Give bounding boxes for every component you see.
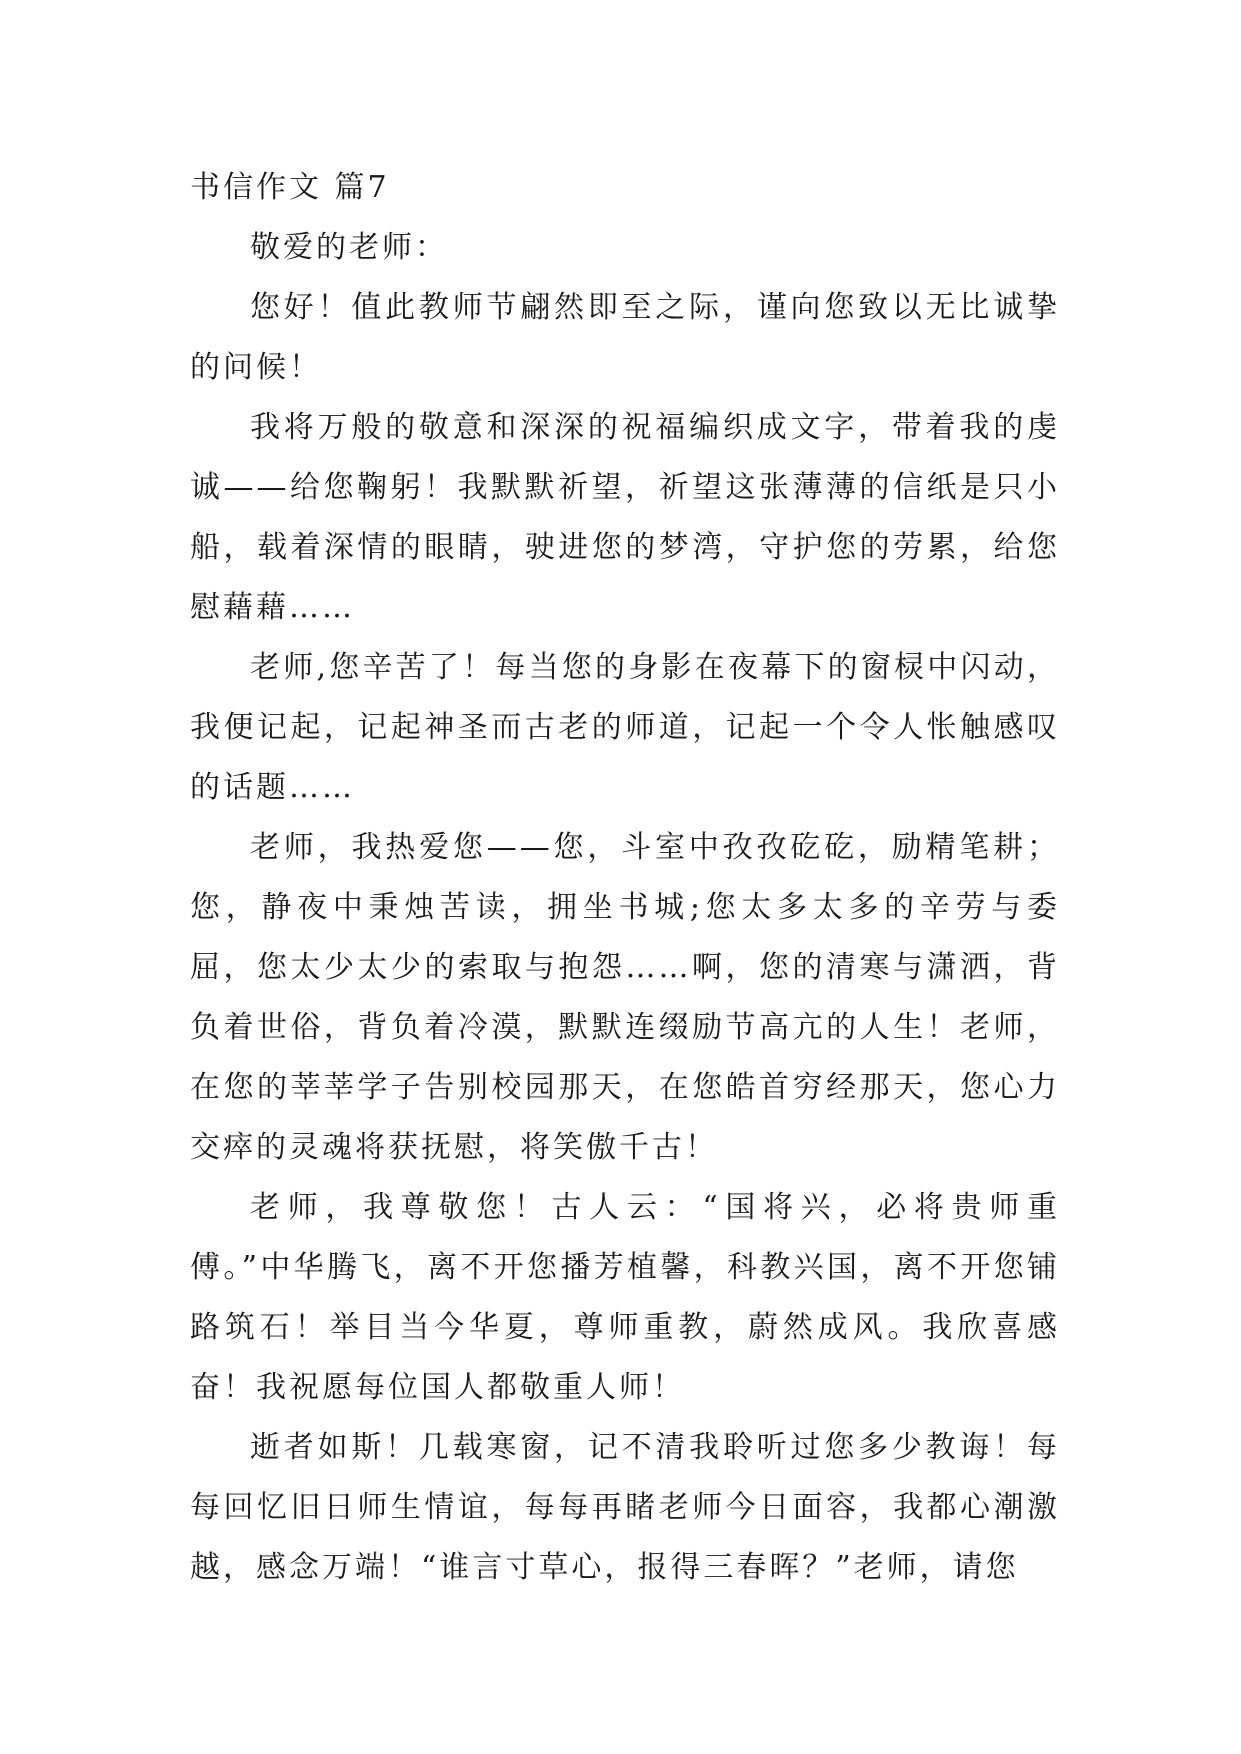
paragraph-blessing: 我将万般的敬意和深深的祝福编织成文字，带着我的虔诚——给您鞠躬！我默默祈望，祈望这张薄薄的信纸是只小船，载着深情的眼睛，驶进您的梦湾，守护您的劳累，给您慰藉藉…… — [190, 410, 1060, 625]
paragraph-greeting: 您好！值此教师节翩然即至之际，谨向您致以无比诚挚的问候！ — [190, 290, 1060, 385]
salutation: 敬爱的老师： — [250, 230, 448, 265]
paragraph-love: 老师，我热爱您——您，斗室中孜孜矻矻，励精笔耕；您，静夜中秉烛苦读，拥坐书城;您太多太多的辛劳与委屈，您太少太少的索取与抱怨……啊，您的清寒与潇洒，背负着世俗，背负着冷漠，默默连缀励节高亢的人生！老师，在您的莘莘学子告别校园那天，在您皓首穷经那天，您心力交瘁的灵魂将获抚慰，将笑傲千古！ — [190, 830, 1060, 1165]
document-title: 书信作文 篇7 — [190, 170, 390, 205]
paragraph-memories: 逝者如斯！几载寒窗，记不清我聆听过您多少教诲！每每回忆旧日师生情谊，每每再睹老师今日面容，我都心潮激越，感念万端！“谁言寸草心，报得三春晖？”老师，请您 — [190, 1430, 1060, 1585]
document-body — [190, 158, 1060, 1598]
paragraph-hard-work: 老师,您辛苦了！每当您的身影在夜幕下的窗棂中闪动，我便记起，记起神圣而古老的师道，记起一个令人怅触感叹的话题…… — [190, 650, 1060, 805]
paragraph-respect: 老师，我尊敬您！古人云：“国将兴，必将贵师重傅。”中华腾飞，离不开您播芳植馨，科教兴国，离不开您铺路筑石！举目当今华夏，尊师重教，蔚然成风。我欣喜感奋！我祝愿每位国人都敬重人师！ — [190, 1190, 1060, 1405]
